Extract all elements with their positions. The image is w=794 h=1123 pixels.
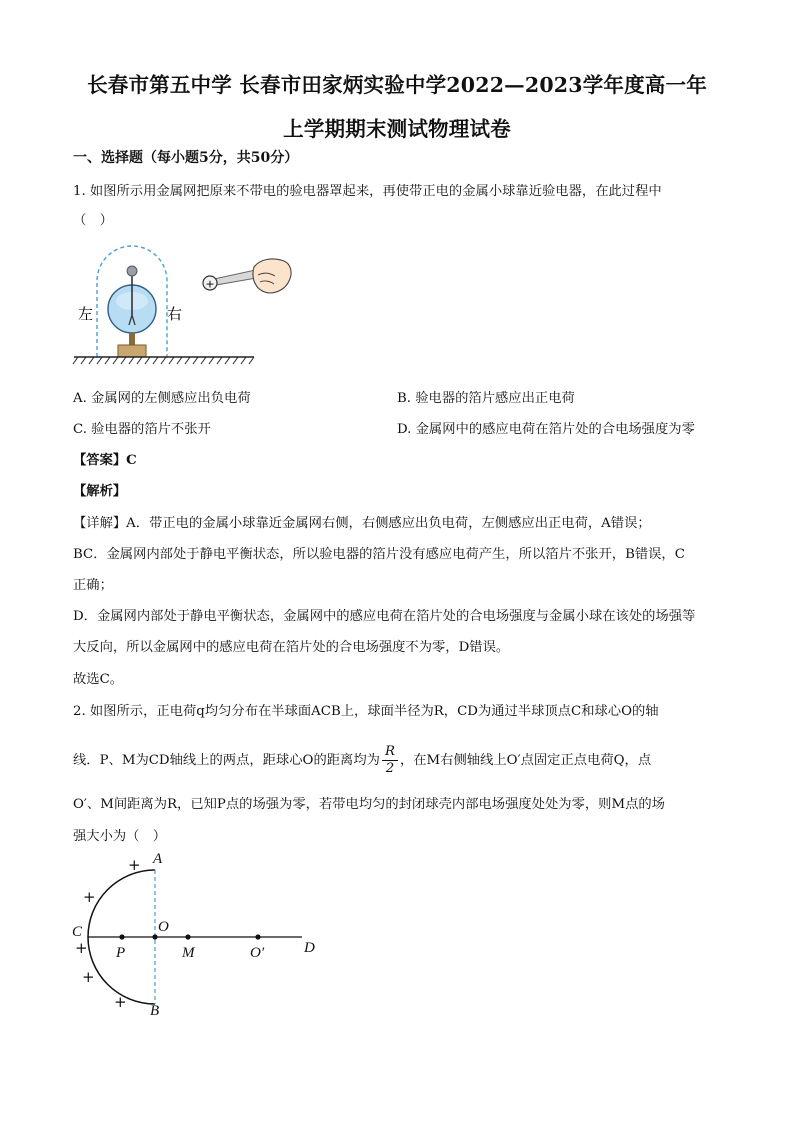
electroscope-knob xyxy=(127,266,137,276)
q1-detail-line-1: 【详解】A．带正电的金属小球靠近金属网右侧，右侧感应出负电荷，左侧感应出正电荷，A错误； xyxy=(73,516,651,531)
q1-analysis-label: 【解析】 xyxy=(73,484,127,499)
q1-option-b: B. 验电器的箔片感应出正电荷 xyxy=(397,391,575,406)
q1-stem-line-2: （ ） xyxy=(73,213,113,228)
point-p xyxy=(119,934,124,939)
point-o xyxy=(152,934,157,939)
q1-detail-line-3: 正确； xyxy=(73,578,113,593)
hand xyxy=(253,259,291,293)
q1-option-c: C. 验电器的箔片不张开 xyxy=(73,422,211,437)
ball-charge-sign: + xyxy=(205,277,215,291)
label-m: M xyxy=(182,945,195,961)
paper-title-line-1: 长春市第五中学 长春市田家炳实验中学2022—2023学年度高一年 xyxy=(87,73,707,97)
section-heading: 一、选择题（每小题5分，共50分） xyxy=(73,150,299,166)
q2-line2-pre: 线．P、M为CD轴线上的两点，距球心O的距离均为 xyxy=(73,753,380,768)
fraction-denominator: 2 xyxy=(385,761,395,776)
q1-detail-line-4: D．金属网内部处于静电平衡状态，金属网中的感应电荷在箔片处的合电场强度与金属小球在该处的场强等 xyxy=(73,609,696,624)
point-m xyxy=(185,934,190,939)
q1-figure-charged-ball xyxy=(198,255,294,301)
label-p: P xyxy=(116,945,126,961)
fraction-numerator: R xyxy=(382,744,398,761)
q1-detail-line-5: 大反向，所以金属网中的感应电荷在箔片处的合电场强度不为零，D错误。 xyxy=(73,640,510,655)
label-o: O xyxy=(158,919,169,935)
electroscope-base xyxy=(118,345,146,357)
label-b: B xyxy=(150,1003,160,1019)
q2-stem-line-2 xyxy=(73,741,651,781)
label-a: A xyxy=(153,851,163,867)
fraction-r-over-2 xyxy=(382,744,398,777)
q1-answer: 【答案】C xyxy=(73,453,137,468)
label-left: 左 xyxy=(78,307,94,323)
label-d: D xyxy=(304,940,315,956)
plus-sign: + xyxy=(83,888,96,906)
q1-option-d: D. 金属网中的感应电荷在箔片处的合电场强度为零 xyxy=(397,422,695,437)
q1-stem-line-1: 1. 如图所示用金属网把原来不带电的验电器罩起来，再使带正电的金属小球靠近验电器，在此过程中 xyxy=(73,184,662,199)
label-o-prime: O′ xyxy=(250,945,265,961)
q2-figure-hemisphere xyxy=(66,848,326,1023)
q1-option-a: A. 金属网的左侧感应出负电荷 xyxy=(73,391,251,406)
paper-title-line-2: 上学期期末测试物理试卷 xyxy=(283,117,511,141)
q2-stem-line-1: 2. 如图所示，正电荷q均匀分布在半球面ACB上，球面半径为R，CD为通过半球顶点C和球心O的轴 xyxy=(73,704,659,719)
label-c: C xyxy=(72,924,83,940)
label-right: 右 xyxy=(167,307,183,323)
q2-stem-line-3: O′、M间距离为R，已知P点的场强为零，若带电均匀的封闭球壳内部电场强度处处为零，则M点的场 xyxy=(73,797,665,812)
q2-line2-post: ，在M右侧轴线上O′点固定正点电荷Q，点 xyxy=(399,753,652,768)
point-o-prime xyxy=(255,934,260,939)
q2-stem-line-4: 强大小为（ ） xyxy=(73,829,167,844)
plus-sign: + xyxy=(82,968,95,986)
q1-detail-line-6: 故选C。 xyxy=(73,672,124,687)
plus-sign: + xyxy=(114,993,127,1011)
plus-sign: + xyxy=(128,856,141,874)
q1-detail-line-2: BC．金属网内部处于静电平衡状态，所以验电器的箔片没有感应电荷产生，所以箔片不张开，B错误，C xyxy=(73,547,685,562)
plus-sign: + xyxy=(75,939,88,957)
